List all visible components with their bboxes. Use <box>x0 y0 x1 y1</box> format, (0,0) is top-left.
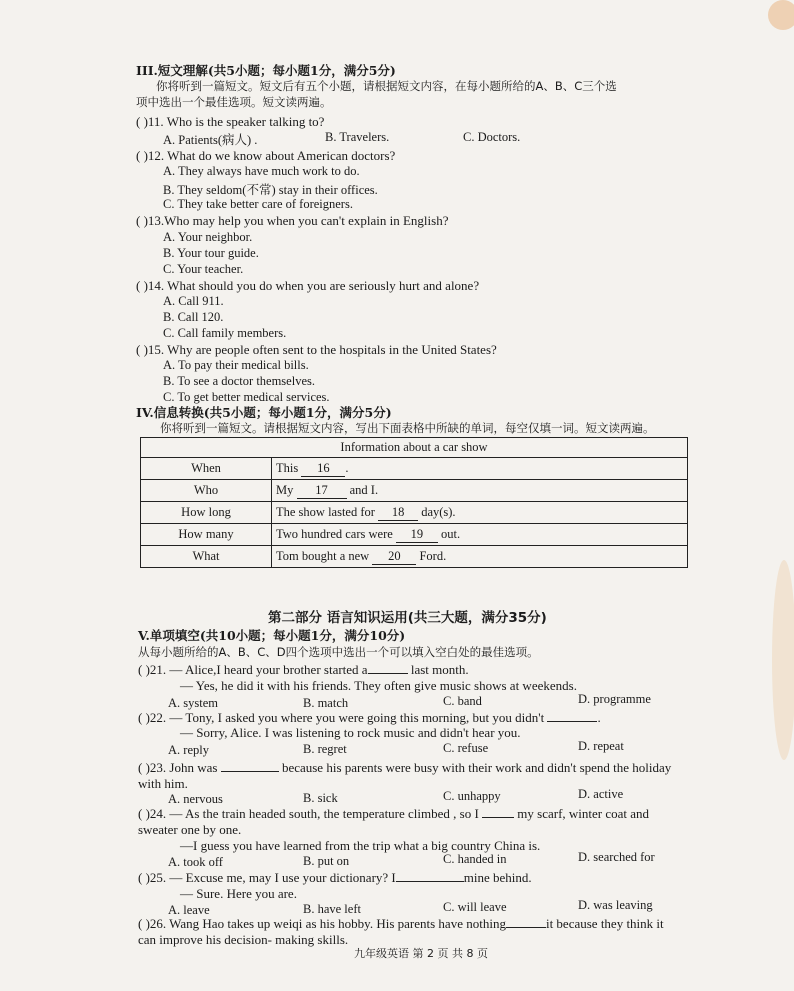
table-row <box>141 480 688 502</box>
question-21-option-d: D. programme <box>578 692 651 706</box>
question-14-option-c: C. Call family members. <box>163 326 287 340</box>
table-row <box>141 546 688 568</box>
row-text: day(s). <box>421 504 456 519</box>
question-21-option-b: B. match <box>303 696 349 710</box>
row-text: out. <box>441 526 461 541</box>
paper-stain <box>772 560 794 760</box>
row-text: Tom bought a new <box>276 548 370 563</box>
question-24-dialogue: —I guess you have learned from the trip what a big country China is. <box>180 838 541 853</box>
question-25-option-d: D. was leaving <box>578 898 653 912</box>
question-21-dialogue: — Yes, he did it with his friends. They often give music shows at weekends. <box>180 678 577 693</box>
question-12-option-a: A. They always have much work to do. <box>163 164 360 178</box>
question-22-option-a: A. reply <box>168 743 209 757</box>
question-14-option-a: A. Call 911. <box>163 294 224 308</box>
table-caption: Information about a car show <box>141 438 688 458</box>
answer-blank[interactable] <box>506 927 546 928</box>
question-15-stem: ( )15. Why are people often sent to the hospitals in the United States? <box>136 342 497 357</box>
question-23-cont: with him. <box>138 776 188 791</box>
question-24-option-d: D. searched for <box>578 850 655 864</box>
row-text: Ford. <box>419 548 447 563</box>
question-21-stem: ( )21. — Alice,I heard your brother started a last month. <box>138 662 469 677</box>
part-2-title: 第二部分 语言知识运用(共三大题，满分35分) <box>268 610 547 626</box>
section-3-instruction: 你将听到一篇短文。短文后有五个小题，请根据短文内容，在每小题所给的A、B、C三个选 <box>156 79 617 93</box>
question-25-option-a: A. leave <box>168 903 210 917</box>
question-26-stem: ( )26. Wang Hao takes up weiqi as his hobby. His parents have nothing it because they think it <box>138 916 664 931</box>
section-4-instruction: 你将听到一篇短文。请根据短文内容，写出下面表格中所缺的单词，每空仅填一词。短文读两遍。 <box>160 421 655 435</box>
question-11-stem: ( )11. Who is the speaker talking to? <box>136 114 325 129</box>
info-table <box>140 437 688 568</box>
question-24-option-c: C. handed in <box>443 852 507 866</box>
row-key: How many <box>141 524 272 546</box>
question-13-option-a: A. Your neighbor. <box>163 230 253 244</box>
question-22-option-d: D. repeat <box>578 739 624 753</box>
row-key: How long <box>141 502 272 524</box>
question-13-stem: ( )13.Who may help you when you can't explain in English? <box>136 213 449 228</box>
question-15-option-a: A. To pay their medical bills. <box>163 358 309 372</box>
question-12-option-c: C. They take better care of foreigners. <box>163 197 353 211</box>
question-13-option-b: B. Your tour guide. <box>163 246 259 260</box>
answer-blank[interactable] <box>368 673 408 674</box>
question-15-option-b: B. To see a doctor themselves. <box>163 374 315 388</box>
question-23-option-b: B. sick <box>303 791 338 805</box>
blank-20[interactable]: 20 <box>372 549 416 565</box>
blank-17[interactable]: 17 <box>297 483 347 499</box>
row-key: When <box>141 458 272 480</box>
row-text: and I. <box>349 482 379 497</box>
row-value <box>272 524 688 546</box>
question-11-option-b: B. Travelers. <box>325 130 390 144</box>
question-21-option-c: C. band <box>443 694 482 708</box>
question-26-cont: can improve his decision- making skills. <box>138 932 349 947</box>
question-14-stem: ( )14. What should you do when you are seriously hurt and alone? <box>136 278 480 293</box>
question-25-stem: ( )25. — Excuse me, may I use your dictionary? I mine behind. <box>138 870 532 885</box>
section-3-instruction-cont: 项中选出一个最佳选项。短文读两遍。 <box>136 95 332 109</box>
page-footer: 九年级英语 第 2 页 共 8 页 <box>354 947 488 960</box>
row-text: The show lasted for <box>276 504 375 519</box>
section-3-title: III.短文理解(共5小题；每小题1分，满分5分) <box>136 63 396 78</box>
row-text: My <box>276 482 294 497</box>
question-11-option-c: C. Doctors. <box>463 130 521 144</box>
answer-blank[interactable] <box>396 881 464 882</box>
row-key: Who <box>141 480 272 502</box>
row-text: This <box>276 460 299 475</box>
row-key: What <box>141 546 272 568</box>
row-value <box>272 480 688 502</box>
answer-blank[interactable] <box>547 721 597 722</box>
blank-18[interactable]: 18 <box>378 505 418 521</box>
question-25-option-c: C. will leave <box>443 900 507 914</box>
blank-16[interactable]: 16 <box>301 461 345 477</box>
section-5-title: V.单项填空(共10小题；每小题1分，满分10分) <box>138 628 406 643</box>
question-24-cont: sweater one by one. <box>138 822 242 837</box>
question-22-stem: ( )22. — Tony, I asked you where you were going this morning, but you didn't . <box>138 710 601 725</box>
row-value <box>272 546 688 568</box>
question-23-stem: ( )23. John was because his parents were busy with their work and didn't spend the holiday <box>138 760 672 775</box>
question-21-option-a: A. system <box>168 696 218 710</box>
question-23-option-a: A. nervous <box>168 792 223 806</box>
question-23-option-d: D. active <box>578 787 624 801</box>
question-14-option-b: B. Call 120. <box>163 310 224 324</box>
question-12-option-b: B. They seldom(不常) stay in their offices. <box>163 183 378 197</box>
table-row <box>141 524 688 546</box>
question-24-stem: ( )24. — As the train headed south, the temperature climbed , so I my scarf, winter coat and <box>138 806 650 821</box>
question-25-dialogue: — Sure. Here you are. <box>180 886 297 901</box>
question-23-option-c: C. unhappy <box>443 789 501 803</box>
question-24-option-b: B. put on <box>303 854 350 868</box>
question-13-option-c: C. Your teacher. <box>163 262 244 276</box>
answer-blank[interactable] <box>482 817 514 818</box>
question-22-option-b: B. regret <box>303 742 347 756</box>
question-15-option-c: C. To get better medical services. <box>163 390 330 404</box>
question-22-dialogue: — Sorry, Alice. I was listening to rock music and didn't hear you. <box>180 725 521 740</box>
row-text: Two hundred cars were <box>276 526 393 541</box>
row-text: . <box>345 460 349 475</box>
blank-19[interactable]: 19 <box>396 527 438 543</box>
question-11-option-a: A. Patients(病人) . <box>163 133 258 147</box>
question-12-stem: ( )12. What do we know about American doctors? <box>136 148 396 163</box>
section-4-title: IV.信息转换(共5小题；每小题1分，满分5分) <box>136 405 392 420</box>
question-22-option-c: C. refuse <box>443 741 489 755</box>
paper-stain <box>768 0 794 30</box>
row-value <box>272 458 688 480</box>
section-5-instruction: 从每小题所给的A、B、C、D四个选项中选出一个可以填入空白处的最佳选项。 <box>138 645 539 659</box>
question-24-option-a: A. took off <box>168 855 223 869</box>
answer-blank[interactable] <box>221 771 279 772</box>
table-row <box>141 502 688 524</box>
table-row <box>141 458 688 480</box>
question-25-option-b: B. have left <box>303 902 361 916</box>
row-value <box>272 502 688 524</box>
